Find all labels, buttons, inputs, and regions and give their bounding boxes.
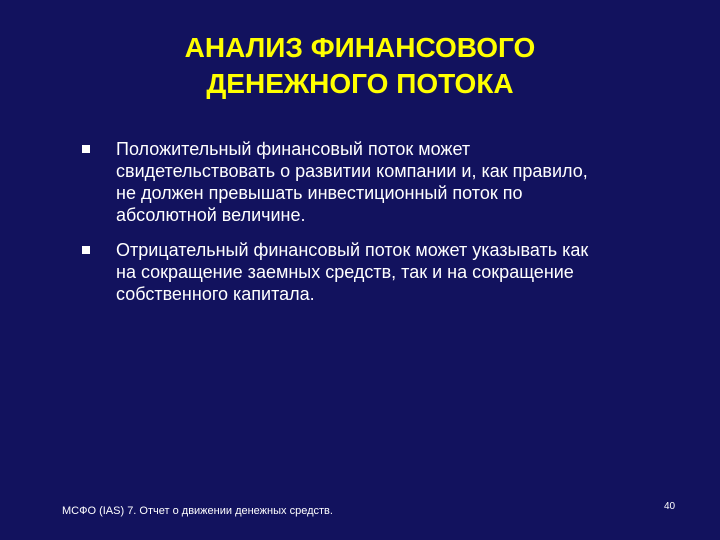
slide-title [0,30,720,102]
bullet-line: абсолютной величине. [116,205,306,225]
bullet-list [82,138,662,318]
bullet-line: Отрицательный финансовый поток может указывать как [116,240,589,260]
bullet-line: не должен превышать инвестиционный поток по [116,183,523,203]
square-bullet-icon [82,145,90,153]
page-number: 40 [664,501,676,512]
bullet-item [82,138,662,226]
bullet-item [82,239,662,305]
slide-footer: МСФО (IAS) 7. Отчет о движении денежных средств. [62,505,333,517]
bullet-line: собственного капитала. [116,284,315,304]
bullet-line: Положительный финансовый поток может [116,139,471,159]
bullet-line: на сокращение заемных средств, так и на сокращение [116,262,574,282]
slide-title-line-1: АНАЛИЗ ФИНАНСОВОГО [184,32,536,63]
bullet-line: свидетельствовать о развитии компании и, как правило, [116,161,588,181]
slide-title-line-2: ДЕНЕЖНОГО ПОТОКА [206,68,514,99]
square-bullet-icon [82,246,90,254]
